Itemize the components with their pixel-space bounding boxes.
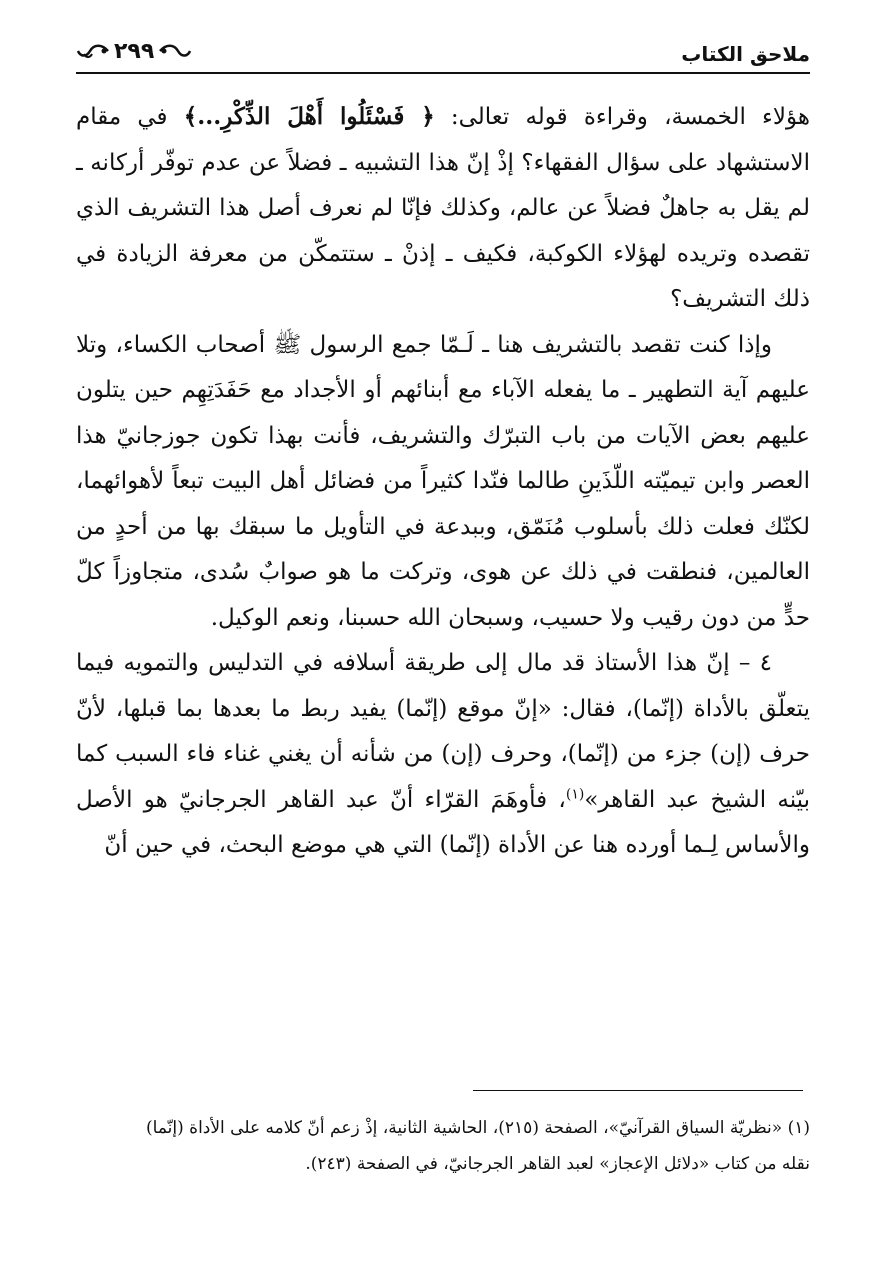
footnote-reference: (١) bbox=[565, 785, 585, 802]
paragraph-1-rest: في مقام الاستشهاد على سؤال الفقهاء؟ إذْ إنّ هذا التشبيه ـ فضلاً عن عدم توفّر أركانه ـ لم يقل به جاهلٌ فضلاً عن عالم، وكذلك فإنّا لم نعرف أصل هذا التشريف الذي تقصده وتريده لهؤلاء الكوكبة، فكيف ـ إذنْ ـ ستتمكّن من معرفة الزيادة في ذلك التشريف؟ bbox=[76, 104, 810, 312]
footnote-divider bbox=[473, 1090, 803, 1091]
paragraph-3-rest: ، فأوهَمَ القرّاء أنّ عبد القاهر الجرجانيّ هو الأصل والأساس لِـما أورده هنا عن الأداة (إنّما) التي هي موضع البحث، في حين أنّ bbox=[76, 786, 810, 858]
footnote-1-line-2: نقله من كتاب «دلائل الإعجاز» لعبد القاهر الجرجانيّ، في الصفحة (٢٤٣). bbox=[305, 1154, 810, 1174]
page-number-block bbox=[76, 36, 192, 66]
footnotes bbox=[76, 1110, 810, 1182]
header-divider bbox=[76, 72, 810, 74]
paragraph-3 bbox=[76, 641, 810, 869]
ornament-right-icon bbox=[158, 42, 192, 60]
page-number: ٢٩٩ bbox=[114, 38, 155, 64]
page-header bbox=[76, 34, 810, 74]
paragraph-1 bbox=[76, 94, 810, 323]
paragraph-2: وإذا كنت تقصد بالتشريف هنا ـ لَـمّا جمع الرسول ﷺ أصحاب الكساء، وتلا عليهم آية التطهير ـ ما يفعله الآباء مع أبنائهم أو الأجداد مع حَفَدَتِهِم حين يتلون عليهم بعض الآيات من باب التبرّك والتشريف، فأنت بهذا تكون جوزجانيّ هذا العصر وابن تيميّته اللّذَينِ طالما فنّدا كثيراً من فضائل أهل البيت تبعاً لأهوائهما، لكنّك فعلت ذلك بأسلوب مُنَمّق، وببدعة في التأويل ما سبقك بها من أحدٍ من العالمين، فنطقت في ذلك عن هوى، وتركت ما هو صوابٌ سُدى، متجاوزاً كلّ حدٍّ من دون رقيب ولا حسيب، وسبحان الله حسبنا، ونعم الوكيل. bbox=[76, 331, 810, 631]
main-text bbox=[76, 94, 810, 869]
footnote-1-line-1: (١) «نظريّة السياق القرآنيّ»، الصفحة (٢١٥)، الحاشية الثانية، إذْ زعم أنّ كلامه على الأداة (إنّما) bbox=[146, 1118, 810, 1138]
quran-verse: ﴿ فَسْئَلُوا أَهْلَ الذِّكْرِ...﴾ bbox=[183, 103, 435, 130]
paragraph-1-start: هؤلاء الخمسة، وقراءة قوله تعالى: bbox=[434, 104, 810, 130]
paragraph-3-start: ٤ – إنّ هذا الأستاذ قد مال إلى طريقة أسلافه في التدليس والتمويه فيما يتعلّق بالأداة (إنّما)، فقال: «إنّ موقع (إنّما) يفيد ربط ما بعدها بما قبلها، لأنّ حرف (إن) جزء من (إنّما)، وحرف (إن) من شأنه أن يغني غناء فاء السبب كما بيّنه الشيخ عبد القاهر» bbox=[76, 650, 810, 813]
running-title: ملاحق الكتاب bbox=[681, 42, 810, 66]
ornament-left-icon bbox=[76, 42, 110, 60]
